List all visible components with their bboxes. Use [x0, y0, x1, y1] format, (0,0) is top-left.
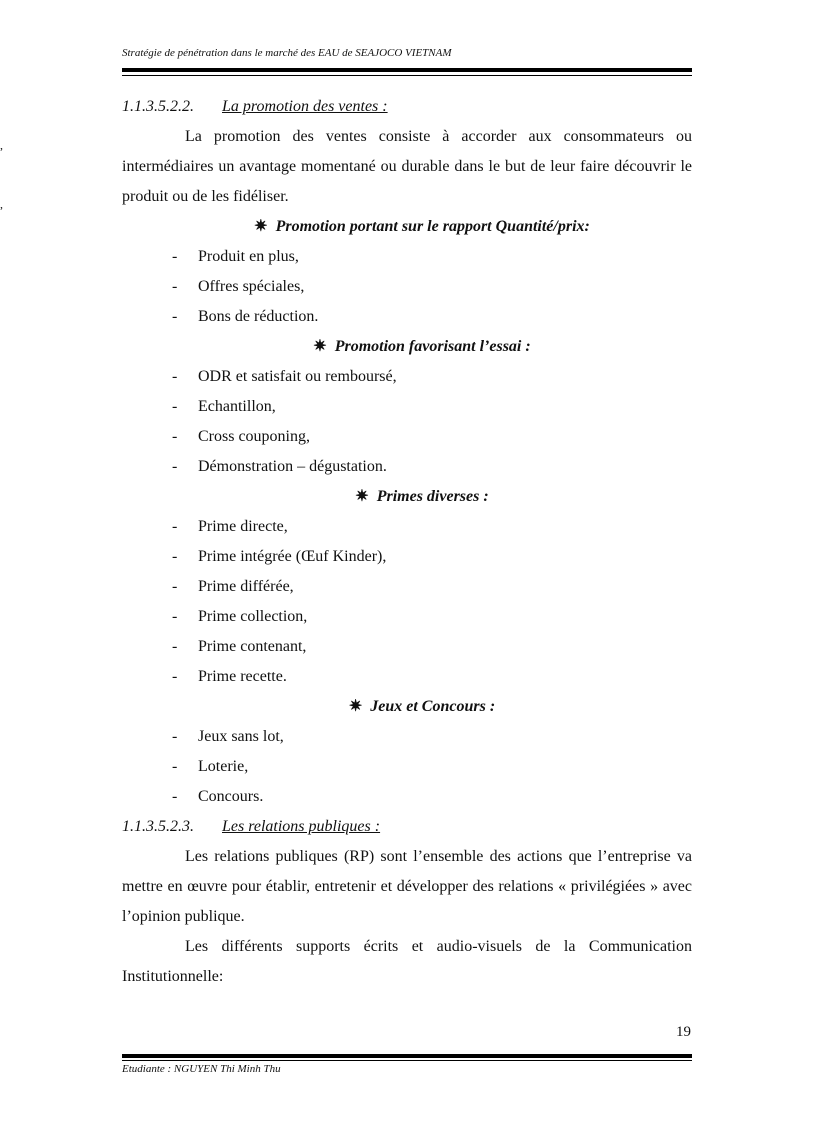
list-item: [122, 722, 692, 752]
dash-bullet: -: [172, 248, 178, 265]
dash-bullet: -: [172, 578, 178, 595]
margin-mark: ,: [0, 197, 3, 211]
dash-bullet: -: [172, 278, 178, 295]
list-item: [122, 422, 692, 452]
group-heading: [122, 482, 692, 512]
list-item: [122, 272, 692, 302]
group-title: Promotion favorisant l’essai :: [334, 338, 531, 355]
dash-bullet: -: [172, 668, 178, 685]
list-item-text: ODR et satisfait ou remboursé,: [198, 368, 397, 385]
list-item: [122, 752, 692, 782]
promotion-group: [122, 692, 692, 812]
header-rule-thick: [122, 68, 692, 72]
dash-bullet: -: [172, 728, 178, 745]
list-item-text: Offres spéciales,: [198, 278, 305, 295]
dash-bullet: -: [172, 548, 178, 565]
group-title: Jeux et Concours :: [370, 698, 496, 715]
section-title: Les relations publiques :: [222, 818, 381, 835]
list-item: [122, 362, 692, 392]
star-icon: ✷: [348, 698, 363, 715]
promotion-paragraph: La promotion des ventes consiste à accorder aux consommateurs ou intermédiaires un avantage momentané ou durable dans le but de leur faire découvrir le produit ou de les fidéliser.: [122, 128, 692, 205]
list-item-text: Prime recette.: [198, 668, 287, 685]
list-item-text: Prime intégrée (Œuf Kinder),: [198, 548, 387, 565]
promotion-group: [122, 332, 692, 482]
list-item: [122, 242, 692, 272]
footer-rule-thick: [122, 1054, 692, 1058]
group-list: [122, 362, 692, 482]
dash-bullet: -: [172, 608, 178, 625]
list-item: [122, 632, 692, 662]
list-item-text: Prime contenant,: [198, 638, 307, 655]
group-list: [122, 722, 692, 812]
promotion-group: [122, 212, 692, 332]
dash-bullet: -: [172, 518, 178, 535]
section-number: 1.1.3.5.2.2.: [122, 98, 194, 115]
list-item-text: Cross couponing,: [198, 428, 310, 445]
list-item: [122, 452, 692, 482]
group-list: [122, 512, 692, 692]
dash-bullet: -: [172, 638, 178, 655]
section-heading-promotion: [122, 92, 692, 122]
list-item: [122, 542, 692, 572]
section-number: 1.1.3.5.2.3.: [122, 818, 194, 835]
dash-bullet: -: [172, 398, 178, 415]
dash-bullet: -: [172, 428, 178, 445]
dash-bullet: -: [172, 308, 178, 325]
list-item: [122, 512, 692, 542]
list-item-text: Loterie,: [198, 758, 249, 775]
list-item: [122, 662, 692, 692]
page-number: 19: [676, 1024, 691, 1040]
section-heading-relations: [122, 812, 692, 842]
dash-bullet: -: [172, 758, 178, 775]
group-heading: [122, 692, 692, 722]
header-title: Stratégie de pénétration dans le marché des EAU de SEAJOCO VIETNAM: [122, 47, 452, 59]
star-icon: ✷: [355, 488, 369, 505]
relations-paragraph: Les relations publiques (RP) sont l’ensemble des actions que l’entreprise va mettre en œuvre pour établir, entretenir et développer des relations « privilégiées » avec l’opinion publique.: [122, 848, 692, 925]
group-list: [122, 242, 692, 332]
group-heading: [122, 212, 692, 242]
promotion-group: [122, 482, 692, 692]
star-icon: ✷: [254, 218, 268, 235]
list-item-text: Jeux sans lot,: [198, 728, 284, 745]
list-item: [122, 392, 692, 422]
dash-bullet: -: [172, 368, 178, 385]
list-item: [122, 572, 692, 602]
group-title: Primes diverses :: [376, 488, 489, 505]
margin-mark: ,: [0, 138, 3, 152]
list-item: [122, 302, 692, 332]
dash-bullet: -: [172, 458, 178, 475]
list-item-text: Prime collection,: [198, 608, 308, 625]
list-item-text: Bons de réduction.: [198, 308, 319, 325]
list-item-text: Echantillon,: [198, 398, 276, 415]
section-title: La promotion des ventes :: [222, 98, 388, 115]
list-item-text: Prime différée,: [198, 578, 294, 595]
star-icon: ✷: [313, 338, 327, 355]
list-item: [122, 602, 692, 632]
footer-author: Etudiante : NGUYEN Thi Minh Thu: [122, 1063, 281, 1075]
header-rule-thin: [122, 75, 692, 76]
group-heading: [122, 332, 692, 362]
list-item-text: Démonstration – dégustation.: [198, 458, 387, 475]
list-item-text: Produit en plus,: [198, 248, 299, 265]
group-title: Promotion portant sur le rapport Quantité/prix:: [275, 218, 590, 235]
page-content: [122, 92, 692, 992]
footer-rule-thin: [122, 1060, 692, 1061]
list-item: [122, 782, 692, 812]
list-item-text: Prime directe,: [198, 518, 288, 535]
supports-paragraph: Les différents supports écrits et audio-visuels de la Communication Institutionnelle:: [122, 938, 692, 985]
list-item-text: Concours.: [198, 788, 264, 805]
dash-bullet: -: [172, 788, 178, 805]
